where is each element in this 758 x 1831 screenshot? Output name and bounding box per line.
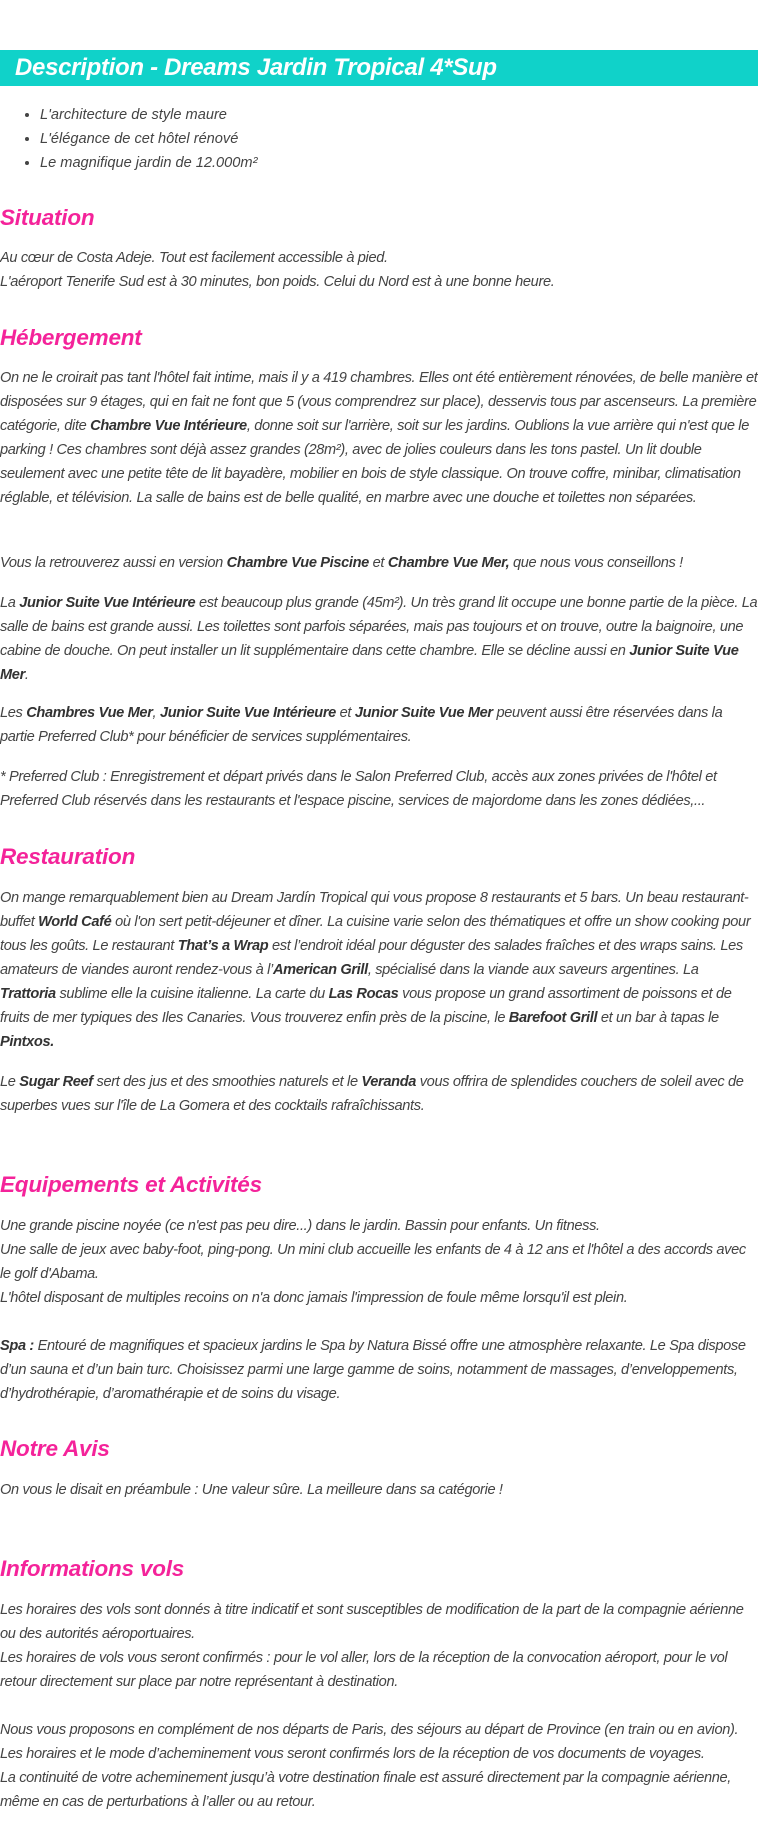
preferred-club-note: * Preferred Club : Enregistrement et départ privés dans le Salon Preferred Club, accès aux zones privées de l'hôtel et Preferred Club réservés dans les restaurants et l'espace piscine, services de majordome dans les zones dédiées,... (0, 769, 717, 809)
restaurant-name: American Grill (272, 962, 368, 978)
spa-paragraph (0, 1334, 758, 1406)
highlights-list (0, 103, 257, 175)
hebergement-heading: Hébergement (0, 325, 142, 350)
text-run: vous propose un grand assortiment de poissons et de fruits de mer typiques des Iles Canaries. Vous trouverez enfin près de la piscine, le (0, 986, 732, 1026)
vols-line: Nous vous proposons en complément de nos départs de Paris, des séjours au départ de Province (en train ou en avion). (0, 1722, 739, 1738)
vols-paragraph (0, 1598, 758, 1694)
text-run: , spécialisé dans la viande aux saveurs argentines. La (367, 962, 699, 978)
avis-text: On vous le disait en préambule : Une valeur sûre. La meilleure dans sa catégorie ! (0, 1482, 503, 1498)
restauration-heading: Restauration (0, 844, 136, 869)
text-run: que nous vous conseillons ! (509, 555, 683, 571)
equipements-text (0, 1214, 758, 1310)
hebergement-paragraph (0, 551, 758, 575)
restaurant-name: That’s a Wrap (177, 938, 269, 954)
text-run: où l'on sert petit-déjeuner et dîner. La cuisine varie selon des thématiques et offre un show cooking pour tous les goûts. Le restaurant (0, 914, 751, 954)
text-run: Les (0, 705, 27, 721)
restaurant-name: World Café (38, 914, 112, 930)
equipements-heading: Equipements et Activités (0, 1172, 262, 1197)
hebergement-paragraph (0, 591, 758, 687)
room-name: Junior Suite Vue Intérieure (159, 705, 336, 721)
text-run: La (0, 595, 20, 611)
text-run: Vous la retrouverez aussi en version (0, 555, 227, 571)
hebergement-paragraph (0, 701, 758, 749)
highlight-item: • L'architecture de style maure (40, 103, 257, 127)
restaurant-name: Barefoot Grill (508, 1010, 598, 1026)
text-run: Entouré de magnifiques et spacieux jardins le Spa by Natura Bissé offre une atmosphère relaxante. Le Spa dispose d’un sauna et d’un bain turc. Choisissez parmi une large gamme de soins, notamment de massages, d’enveloppements, d’hydrothérapie, d’aromathérapie et de soins du visage. (0, 1338, 746, 1402)
banner-title: Description - Dreams Jardin Tropical 4*Sup (15, 54, 497, 81)
bar-name: Sugar Reef (19, 1074, 93, 1090)
text-run: Le (0, 1074, 20, 1090)
equipements-line: L'hôtel disposant de multiples recoins on n'a donc jamais l'impression de foule même lorsqu'il est plein. (0, 1290, 628, 1306)
vols-line: Les horaires de vols vous seront confirmés : pour le vol aller, lors de la réception de la convocation aéroport, pour le vol retour directement sur place par notre représentant à destination. (0, 1650, 728, 1690)
room-name: Chambre Vue Mer, (387, 555, 510, 571)
situation-heading: Situation (0, 205, 95, 230)
situation-line: L'aéroport Tenerife Sud est à 30 minutes, bon poids. Celui du Nord est à une bonne heure. (0, 274, 555, 290)
text-run: peuvent aussi être réservées dans la partie Preferred Club* pour bénéficier de services supplémentaires. (0, 705, 723, 745)
vols-line: Les horaires et le mode d’acheminement vous seront confirmés lors de la réception de vos documents de voyages. (0, 1746, 705, 1762)
text-run: vous offrira de splendides couchers de soleil avec de superbes vues sur l'île de La Gomera et des cocktails rafraîchissants. (0, 1074, 744, 1114)
spa-label: Spa : (0, 1338, 34, 1354)
text-run: On mange remarquablement bien au Dream Jardín Tropical qui vous propose 8 restaurants et 5 bars. Un beau restaurant-buffet (0, 890, 749, 930)
restauration-paragraph (0, 886, 758, 1054)
bar-name: Veranda (361, 1074, 417, 1090)
text-run: sublime elle la cuisine italienne. La carte du (55, 986, 329, 1002)
equipements-line: Une salle de jeux avec baby-foot, ping-pong. Un mini club accueille les enfants de 4 à 12 ans et l'hôtel a des accords avec le golf d'Abama. (0, 1242, 746, 1282)
text-run: On ne le croirait pas tant l'hôtel fait intime, mais il y a 419 chambres. Elles ont été entièrement rénovées, de belle manière et disposées sur 9 étages, qui en fait ne font que 5 (vous comprendrez sur place), desservis tous par ascenseurs. La première catégorie, dite (0, 370, 758, 434)
restaurant-name: Trattoria (0, 986, 56, 1002)
restauration-paragraph (0, 1070, 758, 1118)
text-run: et un bar à tapas le (597, 1010, 719, 1026)
equipements-line: Une grande piscine noyée (ce n'est pas peu dire...) dans le jardin. Bassin pour enfants. Un fitness. (0, 1218, 600, 1234)
text-run: , donne soit sur l'arrière, soit sur les jardins. Oublions la vue arrière qui n'est que le parking ! Ces chambres sont déjà assez grandes (28m²), avec de jolies couleurs dans les tons pastel. Un lit double seulement avec une petite tête de lit bayadère, mobilier en bois de style classique. On trouve coffre, minibar, climatisation réglable, et télévision. La salle de bains est de belle qualité, en marbre avec une douche et toilettes non séparées. (0, 418, 749, 506)
vols-paragraph (0, 1718, 758, 1814)
highlight-item: • L'élégance de cet hôtel rénové (40, 127, 257, 151)
situation-line: Au cœur de Costa Adeje. Tout est facilement accessible à pied. (0, 250, 388, 266)
avis-heading: Notre Avis (0, 1436, 110, 1461)
vols-line: La continuité de votre acheminement jusqu’à votre destination finale est assuré directement par la compagnie aérienne, même en cas de perturbations à l’aller ou au retour. (0, 1770, 732, 1810)
room-name: Chambre Vue Intérieure (90, 418, 247, 434)
room-name: Junior Suite Vue Intérieure (19, 595, 196, 611)
text-run: sert des jus et des smoothies naturels et le (92, 1074, 362, 1090)
hebergement-paragraph (0, 366, 758, 510)
restaurant-name: Las Rocas (328, 986, 399, 1002)
text-run: est l’endroit idéal pour déguster des salades fraîches et des wraps sains. Les amateurs de viandes auront rendez-vous à l’ (0, 938, 743, 978)
text-run: est beaucoup plus grande (45m²). Un très grand lit occupe une bonne partie de la pièce. La salle de bains est grande aussi. Les toilettes sont parfois séparées, mais pas toujours et on trouve, outre la baignoire, une cabine de douche. On peut installer un lit supplémentaire dans cette chambre. Elle se décline aussi en (0, 595, 758, 659)
room-name: Junior Suite Vue Mer (354, 705, 493, 721)
text-run: et (335, 705, 355, 721)
highlight-item: • Le magnifique jardin de 12.000m² (40, 151, 257, 175)
text-run: et (368, 555, 388, 571)
vols-line: Les horaires des vols sont donnés à titre indicatif et sont susceptibles de modification de la part de la compagnie aérienne ou des autorités aéroportuaires. (0, 1602, 744, 1642)
text-run: , (152, 705, 160, 721)
room-name: Chambre Vue Piscine (226, 555, 369, 571)
text-run: . (24, 667, 29, 683)
vols-heading: Informations vols (0, 1556, 185, 1581)
room-name: Junior Suite Vue Mer (0, 643, 739, 683)
situation-text (0, 246, 758, 294)
description-banner (0, 50, 758, 86)
room-name: Chambres Vue Mer (26, 705, 153, 721)
restaurant-name: Pintxos. (0, 1034, 54, 1050)
